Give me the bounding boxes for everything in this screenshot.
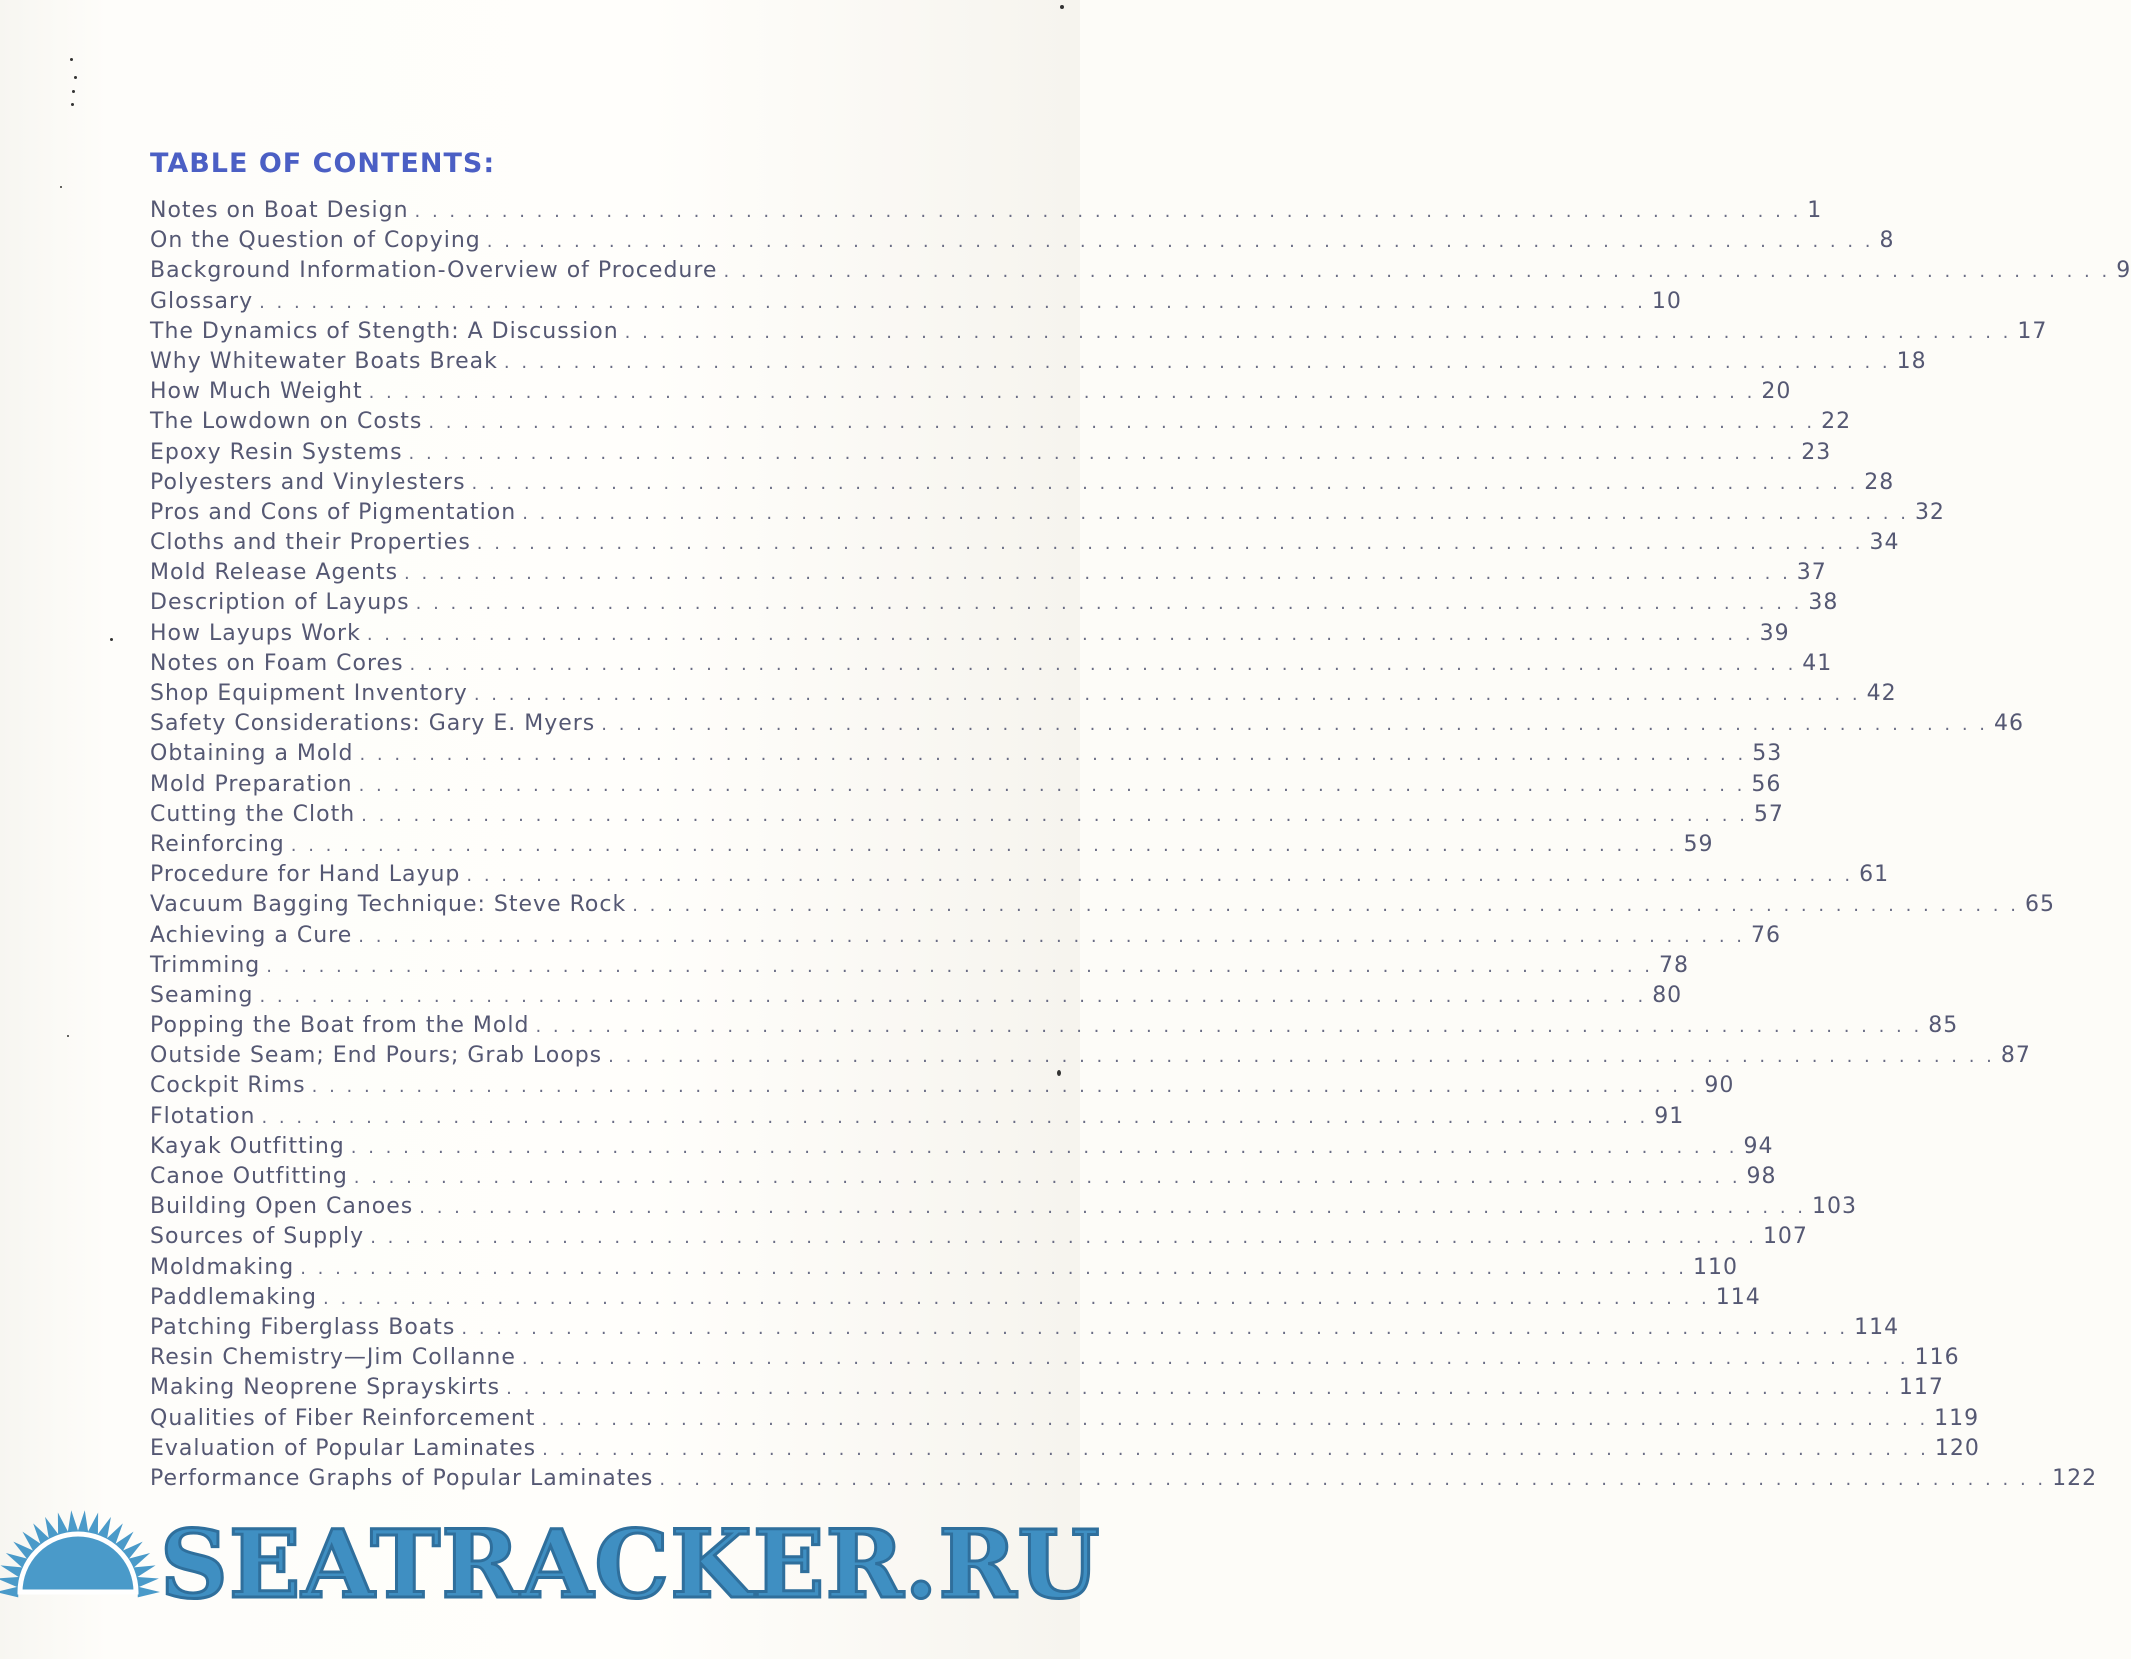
toc-entry bbox=[150, 318, 2048, 349]
toc-entry-title: Popping the Boat from the Mold bbox=[150, 1013, 530, 1039]
toc-entry-title: Shop Equipment Inventory bbox=[150, 681, 468, 706]
toc-leader-dots: . . . . . . . . . . . . . . . . . . . . . . . . . . . . . . . . . . . . . . . . . . . . . . . . . . . . . . . . . . . . . . . . . . . . . . . . . . . . . . . . bbox=[266, 955, 1653, 977]
toc-leader-dots: . . . . . . . . . . . . . . . . . . . . . . . . . . . . . . . . . . . . . . . . . . . . . . . . . . . . . . . . . . . . . . . . . . . . . . . . . . . . . . . . bbox=[259, 985, 1647, 1007]
toc-leader-dots: . . . . . . . . . . . . . . . . . . . . . . . . . . . . . . . . . . . . . . . . . . . . . . . . . . . . . . . . . . . . . . . . . . . . . . . . . . . . . . . . bbox=[311, 1076, 1699, 1098]
toc-entry-title: Cockpit Rims bbox=[150, 1073, 306, 1099]
toc-entry-page: 119 bbox=[1934, 1405, 1980, 1431]
toc-entry-page: 1 bbox=[1807, 198, 1823, 223]
toc-leader-dots: . . . . . . . . . . . . . . . . . . . . . . . . . . . . . . . . . . . . . . . . . . . . . . . . . . . . . . . . . . . . . . . . . . . . . . . . . . . . . . . . bbox=[632, 895, 2019, 917]
toc-entry-page: 61 bbox=[1859, 862, 1890, 888]
toc-entry-title: Outside Seam; End Pours; Grab Loops bbox=[150, 1043, 603, 1069]
toc-entry-page: 114 bbox=[1854, 1314, 1900, 1340]
toc-entry-page: 76 bbox=[1751, 922, 1782, 948]
sun-ray bbox=[78, 1510, 89, 1533]
toc-leader-dots: . . . . . . . . . . . . . . . . . . . . . . . . . . . . . . . . . . . . . . . . . . . . . . . . . . . . . . . . . . . . . . . . . . . . . . . . . . . . . . . . bbox=[350, 1136, 1738, 1158]
toc-entry bbox=[150, 590, 1839, 620]
toc-entry-title: Paddlemaking bbox=[150, 1284, 318, 1310]
toc-leader-dots: . . . . . . . . . . . . . . . . . . . . . . . . . . . . . . . . . . . . . . . . . . . . . . . . . . . . . . . . . . . . . . . . . . . . . . . . . . . . . . . . bbox=[506, 1378, 1893, 1400]
toc-leader-dots: . . . . . . . . . . . . . . . . . . . . . . . . . . . . . . . . . . . . . . . . . . . . . . . . . . . . . . . . . . . . . . . . . . . . . . . . . . . . . . . . bbox=[486, 231, 1874, 253]
toc-entry-page: 98 bbox=[1746, 1164, 1777, 1189]
toc-entry-page: 17 bbox=[2017, 318, 2048, 344]
toc-leader-dots: . . . . . . . . . . . . . . . . . . . . . . . . . . . . . . . . . . . . . . . . . . . . . . . . . . . . . . . . . . . . . . . . . . . . . . . . . . . . . . . . bbox=[259, 291, 1646, 313]
toc-entry-title: Vacuum Bagging Technique: Steve Rock bbox=[150, 892, 627, 918]
toc-entry bbox=[150, 1345, 1960, 1375]
sun-ray bbox=[0, 1587, 18, 1598]
toc-entry bbox=[150, 1103, 1685, 1134]
toc-entry-page: 39 bbox=[1759, 620, 1790, 646]
toc-entry bbox=[150, 228, 1895, 258]
toc-entry-title: Safety Considerations: Gary E. Myers bbox=[150, 711, 596, 737]
toc-entry-page: 110 bbox=[1692, 1254, 1738, 1280]
toc-entry bbox=[150, 771, 1782, 802]
toc-entry-page: 46 bbox=[1994, 711, 2025, 737]
toc-leader-dots: . . . . . . . . . . . . . . . . . . . . . . . . . . . . . . . . . . . . . . . . . . . . . . . . . . . . . . . . . . . . . . . . . . . . . . . . . . . . . . . . bbox=[522, 502, 1909, 524]
toc-entry bbox=[150, 258, 2131, 288]
toc-entry bbox=[150, 198, 1823, 228]
toc-entry-page: 37 bbox=[1796, 560, 1827, 586]
toc-entry bbox=[150, 469, 1895, 500]
toc-entry-page: 90 bbox=[1704, 1073, 1735, 1099]
toc-leader-dots: . . . . . . . . . . . . . . . . . . . . . . . . . . . . . . . . . . . . . . . . . . . . . . . . . . . . . . . . . . . . . . . . . . . . . . . . . . . . . . . . bbox=[476, 533, 1864, 555]
toc-leader-dots: . . . . . . . . . . . . . . . . . . . . . . . . . . . . . . . . . . . . . . . . . . . . . . . . . . . . . . . . . . . . . . . . . . . . . . . . . . . . . . . . bbox=[353, 1167, 1741, 1188]
toc-entry-page: 28 bbox=[1864, 469, 1895, 495]
toc-entry bbox=[150, 711, 2025, 741]
toc-entry-title: How Much Weight bbox=[150, 379, 363, 405]
toc-entry-title: On the Question of Copying bbox=[150, 228, 481, 254]
toc-entry-title: The Dynamics of Stength: A Discussion bbox=[150, 318, 619, 344]
toc-leader-dots: . . . . . . . . . . . . . . . . . . . . . . . . . . . . . . . . . . . . . . . . . . . . . . . . . . . . . . . . . . . . . . . . . . . . . . . . . . . . . . . . bbox=[473, 684, 1861, 705]
toc-leader-dots: . . . . . . . . . . . . . . . . . . . . . . . . . . . . . . . . . . . . . . . . . . . . . . . . . . . . . . . . . . . . . . . . . . . . . . . . . . . . . . . . bbox=[290, 834, 1678, 856]
toc-entry-title: Procedure for Hand Layup bbox=[150, 862, 461, 888]
toc-leader-dots: . . . . . . . . . . . . . . . . . . . . . . . . . . . . . . . . . . . . . . . . . . . . . . . . . . . . . . . . . . . . . . . . . . . . . . . . . . . . . . . . bbox=[521, 1348, 1909, 1370]
toc-entry-title: Polyesters and Vinylesters bbox=[150, 469, 466, 495]
toc-entry-page: 65 bbox=[2024, 892, 2055, 918]
toc-leader-dots: . . . . . . . . . . . . . . . . . . . . . . . . . . . . . . . . . . . . . . . . . . . . . . . . . . . . . . . . . . . . . . . . . . . . . . . . . . . . . . . . bbox=[535, 1016, 1923, 1038]
toc-leader-dots: . . . . . . . . . . . . . . . . . . . . . . . . . . . . . . . . . . . . . . . . . . . . . . . . . . . . . . . . . . . . . . . . . . . . . . . . . . . . . . . . bbox=[428, 412, 1816, 434]
toc-entry bbox=[150, 1224, 1808, 1254]
toc-leader-dots: . . . . . . . . . . . . . . . . . . . . . . . . . . . . . . . . . . . . . . . . . . . . . . . . . . . . . . . . . . . . . . . . . . . . . . . . . . . . . . . . bbox=[408, 442, 1796, 464]
sun-ray bbox=[87, 1513, 98, 1536]
toc-entry-title: How Layups Work bbox=[150, 620, 361, 646]
toc-entry-title: Flotation bbox=[150, 1103, 256, 1129]
toc-entry bbox=[150, 952, 1689, 983]
toc-entry-title: The Lowdown on Costs bbox=[150, 409, 423, 435]
toc-entry-title: Trimming bbox=[150, 952, 261, 978]
toc-entry-page: 38 bbox=[1808, 590, 1839, 616]
toc-entry-title: Cutting the Cloth bbox=[150, 801, 356, 827]
toc-entry bbox=[150, 1013, 1959, 1043]
sun-ray bbox=[0, 1577, 20, 1588]
toc-entry-page: 59 bbox=[1683, 831, 1714, 857]
toc-entry-page: 91 bbox=[1654, 1103, 1685, 1129]
toc-entry bbox=[150, 379, 1792, 409]
toc-leader-dots: . . . . . . . . . . . . . . . . . . . . . . . . . . . . . . . . . . . . . . . . . . . . . . . . . . . . . . . . . . . . . . . . . . . . . . . . . . . . . . . . bbox=[415, 593, 1803, 615]
toc-entry bbox=[150, 862, 1890, 892]
toc-entry-page: 20 bbox=[1761, 379, 1792, 405]
toc-entry-title: Making Neoprene Sprayskirts bbox=[150, 1375, 501, 1401]
sun-burst-icon bbox=[0, 1500, 160, 1659]
toc-entry bbox=[150, 922, 1782, 953]
toc-entry-page: 23 bbox=[1801, 439, 1832, 465]
toc-leader-dots: . . . . . . . . . . . . . . . . . . . . . . . . . . . . . . . . . . . . . . . . . . . . . . . . . . . . . . . . . . . . . . . . . . . . . . . . . . . . . . . . bbox=[358, 774, 1746, 796]
toc-entry bbox=[150, 530, 1900, 560]
toc-entry-page: 57 bbox=[1753, 801, 1784, 827]
toc-entry bbox=[150, 1465, 2098, 1496]
toc-entry-page: 94 bbox=[1743, 1133, 1774, 1159]
sun-ray bbox=[136, 1577, 159, 1588]
toc-entry bbox=[150, 1133, 1774, 1164]
toc-entry-title: Why Whitewater Boats Break bbox=[150, 348, 498, 374]
toc-entry-title: Canoe Outfitting bbox=[150, 1164, 348, 1189]
toc-entry-page: 53 bbox=[1752, 741, 1783, 767]
toc-leader-dots: . . . . . . . . . . . . . . . . . . . . . . . . . . . . . . . . . . . . . . . . . . . . . . . . . . . . . . . . . . . . . . . . . . . . . . . . . . . . . . . . bbox=[659, 1468, 2047, 1490]
toc-entry-page: 107 bbox=[1762, 1224, 1808, 1250]
toc-entry bbox=[150, 681, 1897, 711]
toc-leader-dots: . . . . . . . . . . . . . . . . . . . . . . . . . . . . . . . . . . . . . . . . . . . . . . . . . . . . . . . . . . . . . . . . . . . . . . . . . . . . . . . . bbox=[723, 261, 2111, 283]
toc-leader-dots: . . . . . . . . . . . . . . . . . . . . . . . . . . . . . . . . . . . . . . . . . . . . . . . . . . . . . . . . . . . . . . . . . . . . . . . . . . . . . . . . bbox=[414, 201, 1802, 222]
toc-entry-page: 117 bbox=[1898, 1375, 1944, 1401]
toc-entry-title: Background Information-Overview of Procedure bbox=[150, 258, 718, 284]
toc-leader-dots: . . . . . . . . . . . . . . . . . . . . . . . . . . . . . . . . . . . . . . . . . . . . . . . . . . . . . . . . . . . . . . . . . . . . . . . . . . . . . . . . bbox=[542, 1438, 1929, 1460]
toc-entry bbox=[150, 1194, 1857, 1224]
toc-entry bbox=[150, 560, 1827, 590]
toc-entry bbox=[150, 1164, 1777, 1194]
toc-entry bbox=[150, 650, 1833, 681]
toc-entry-title: Notes on Boat Design bbox=[150, 198, 409, 223]
toc-entry-page: 103 bbox=[1812, 1194, 1857, 1220]
toc-leader-dots: . . . . . . . . . . . . . . . . . . . . . . . . . . . . . . . . . . . . . . . . . . . . . . . . . . . . . . . . . . . . . . . . . . . . . . . . . . . . . . . . bbox=[419, 1197, 1806, 1219]
toc-entry-title: Patching Fiberglass Boats bbox=[150, 1314, 456, 1340]
toc-entry-page: 34 bbox=[1869, 530, 1900, 556]
watermark bbox=[0, 1500, 1101, 1659]
toc-list bbox=[150, 198, 2131, 1496]
toc-entry bbox=[150, 1314, 1900, 1345]
toc-entry-title: Notes on Foam Cores bbox=[150, 650, 404, 676]
toc-leader-dots: . . . . . . . . . . . . . . . . . . . . . . . . . . . . . . . . . . . . . . . . . . . . . . . . . . . . . . . . . . . . . . . . . . . . . . . . . . . . . . . . bbox=[503, 351, 1891, 373]
toc-entry-page: 114 bbox=[1715, 1284, 1761, 1310]
toc-entry-page: 56 bbox=[1751, 771, 1782, 797]
toc-entry bbox=[150, 1254, 1738, 1285]
toc-leader-dots: . . . . . . . . . . . . . . . . . . . . . . . . . . . . . . . . . . . . . . . . . . . . . . . . . . . . . . . . . . . . . . . . . . . . . . . . . . . . . . . . bbox=[368, 382, 1756, 404]
toc-leader-dots: . . . . . . . . . . . . . . . . . . . . . . . . . . . . . . . . . . . . . . . . . . . . . . . . . . . . . . . . . . . . . . . . . . . . . . . . . . . . . . . . bbox=[370, 1227, 1757, 1249]
toc-leader-dots: . . . . . . . . . . . . . . . . . . . . . . . . . . . . . . . . . . . . . . . . . . . . . . . . . . . . . . . . . . . . . . . . . . . . . . . . . . . . . . . . bbox=[261, 1106, 1649, 1128]
toc-leader-dots: . . . . . . . . . . . . . . . . . . . . . . . . . . . . . . . . . . . . . . . . . . . . . . . . . . . . . . . . . . . . . . . . . . . . . . . . . . . . . . . . bbox=[466, 865, 1854, 887]
toc-entry-page: 9 bbox=[2116, 258, 2131, 284]
toc-entry bbox=[150, 1435, 1980, 1466]
toc-entry-page: 22 bbox=[1821, 409, 1852, 435]
toc-leader-dots: . . . . . . . . . . . . . . . . . . . . . . . . . . . . . . . . . . . . . . . . . . . . . . . . . . . . . . . . . . . . . . . . . . . . . . . . . . . . . . . . bbox=[404, 563, 1791, 585]
toc-entry-page: 120 bbox=[1934, 1435, 1980, 1461]
toc-entry-title: Evaluation of Popular Laminates bbox=[150, 1435, 537, 1461]
toc-entry-title: Seaming bbox=[150, 982, 254, 1008]
toc-entry-title: Qualities of Fiber Reinforcement bbox=[150, 1405, 536, 1431]
toc-heading: TABLE OF CONTENTS: bbox=[150, 148, 496, 180]
toc-leader-dots: . . . . . . . . . . . . . . . . . . . . . . . . . . . . . . . . . . . . . . . . . . . . . . . . . . . . . . . . . . . . . . . . . . . . . . . . . . . . . . . . bbox=[471, 472, 1859, 494]
toc-entry bbox=[150, 1043, 2031, 1073]
toc-entry bbox=[150, 348, 1927, 379]
toc-leader-dots: . . . . . . . . . . . . . . . . . . . . . . . . . . . . . . . . . . . . . . . . . . . . . . . . . . . . . . . . . . . . . . . . . . . . . . . . . . . . . . . . bbox=[601, 714, 1989, 736]
toc-entry bbox=[150, 1073, 1735, 1103]
toc-entry bbox=[150, 892, 2055, 922]
toc-entry-page: 32 bbox=[1914, 499, 1945, 525]
toc-entry-title: Reinforcing bbox=[150, 831, 285, 857]
toc-entry-title: Achieving a Cure bbox=[150, 922, 353, 948]
toc-leader-dots: . . . . . . . . . . . . . . . . . . . . . . . . . . . . . . . . . . . . . . . . . . . . . . . . . . . . . . . . . . . . . . . . . . . . . . . . . . . . . . . . bbox=[461, 1317, 1849, 1339]
toc-entry bbox=[150, 1375, 1944, 1405]
toc-entry-title: Mold Preparation bbox=[150, 771, 353, 797]
toc-entry-title: Description of Layups bbox=[150, 590, 410, 616]
toc-entry bbox=[150, 288, 1682, 319]
toc-entry bbox=[150, 499, 1945, 530]
toc-entry-page: 18 bbox=[1896, 348, 1927, 374]
toc-entry-title: Pros and Cons of Pigmentation bbox=[150, 499, 517, 525]
toc-entry bbox=[150, 982, 1683, 1013]
watermark-text: SEATRACKER.RU bbox=[160, 1510, 1101, 1620]
toc-entry-title: Moldmaking bbox=[150, 1254, 295, 1280]
toc-leader-dots: . . . . . . . . . . . . . . . . . . . . . . . . . . . . . . . . . . . . . . . . . . . . . . . . . . . . . . . . . . . . . . . . . . . . . . . . . . . . . . . . bbox=[366, 623, 1754, 645]
toc-entry-page: 122 bbox=[2052, 1465, 2098, 1491]
toc-entry bbox=[150, 831, 1714, 862]
toc-entry-page: 41 bbox=[1802, 650, 1833, 676]
toc-entry-page: 42 bbox=[1866, 681, 1897, 706]
toc-entry-title: Glossary bbox=[150, 288, 254, 314]
toc-entry-page: 85 bbox=[1928, 1013, 1959, 1039]
sun-ray bbox=[138, 1587, 160, 1598]
toc-entry-page: 10 bbox=[1651, 288, 1682, 314]
toc-leader-dots: . . . . . . . . . . . . . . . . . . . . . . . . . . . . . . . . . . . . . . . . . . . . . . . . . . . . . . . . . . . . . . . . . . . . . . . . . . . . . . . . bbox=[541, 1408, 1929, 1430]
sun-ray bbox=[58, 1513, 69, 1536]
toc-entry-title: Sources of Supply bbox=[150, 1224, 365, 1250]
toc-entry-title: Obtaining a Mold bbox=[150, 741, 354, 767]
toc-entry bbox=[150, 1284, 1761, 1315]
toc-entry bbox=[150, 1405, 1980, 1436]
toc-leader-dots: . . . . . . . . . . . . . . . . . . . . . . . . . . . . . . . . . . . . . . . . . . . . . . . . . . . . . . . . . . . . . . . . . . . . . . . . . . . . . . . . bbox=[608, 1046, 1995, 1068]
toc-leader-dots: . . . . . . . . . . . . . . . . . . . . . . . . . . . . . . . . . . . . . . . . . . . . . . . . . . . . . . . . . . . . . . . . . . . . . . . . . . . . . . . . bbox=[409, 653, 1797, 675]
toc-leader-dots: . . . . . . . . . . . . . . . . . . . . . . . . . . . . . . . . . . . . . . . . . . . . . . . . . . . . . . . . . . . . . . . . . . . . . . . . . . . . . . . . bbox=[624, 321, 2012, 343]
sun-ray bbox=[68, 1510, 79, 1533]
toc-entry-title: Resin Chemistry—Jim Collanne bbox=[150, 1345, 516, 1371]
toc-entry-title: Cloths and their Properties bbox=[150, 530, 471, 556]
toc-leader-dots: . . . . . . . . . . . . . . . . . . . . . . . . . . . . . . . . . . . . . . . . . . . . . . . . . . . . . . . . . . . . . . . . . . . . . . . . . . . . . . . . bbox=[361, 804, 1748, 826]
toc-entry-page: 87 bbox=[2000, 1043, 2031, 1069]
toc-leader-dots: . . . . . . . . . . . . . . . . . . . . . . . . . . . . . . . . . . . . . . . . . . . . . . . . . . . . . . . . . . . . . . . . . . . . . . . . . . . . . . . . bbox=[358, 925, 1746, 947]
toc-leader-dots: . . . . . . . . . . . . . . . . . . . . . . . . . . . . . . . . . . . . . . . . . . . . . . . . . . . . . . . . . . . . . . . . . . . . . . . . . . . . . . . . bbox=[359, 744, 1747, 766]
toc-entry-page: 80 bbox=[1652, 982, 1683, 1008]
toc-leader-dots: . . . . . . . . . . . . . . . . . . . . . . . . . . . . . . . . . . . . . . . . . . . . . . . . . . . . . . . . . . . . . . . . . . . . . . . . . . . . . . . . bbox=[323, 1287, 1710, 1309]
toc-entry bbox=[150, 741, 1783, 771]
toc-entry bbox=[150, 620, 1790, 651]
toc-entry bbox=[150, 801, 1784, 832]
toc-entry-title: Building Open Canoes bbox=[150, 1194, 414, 1220]
toc-entry-page: 116 bbox=[1914, 1345, 1960, 1371]
toc-entry-page: 78 bbox=[1659, 952, 1689, 978]
toc-entry bbox=[150, 409, 1852, 439]
toc-entry bbox=[150, 439, 1832, 470]
toc-entry-page: 8 bbox=[1879, 228, 1895, 254]
toc-entry-title: Kayak Outfitting bbox=[150, 1133, 345, 1159]
toc-entry-title: Mold Release Agents bbox=[150, 560, 399, 586]
toc-leader-dots: . . . . . . . . . . . . . . . . . . . . . . . . . . . . . . . . . . . . . . . . . . . . . . . . . . . . . . . . . . . . . . . . . . . . . . . . . . . . . . . . bbox=[300, 1257, 1687, 1279]
toc-entry-title: Epoxy Resin Systems bbox=[150, 439, 403, 465]
toc-entry-title: Performance Graphs of Popular Laminates bbox=[150, 1465, 654, 1491]
